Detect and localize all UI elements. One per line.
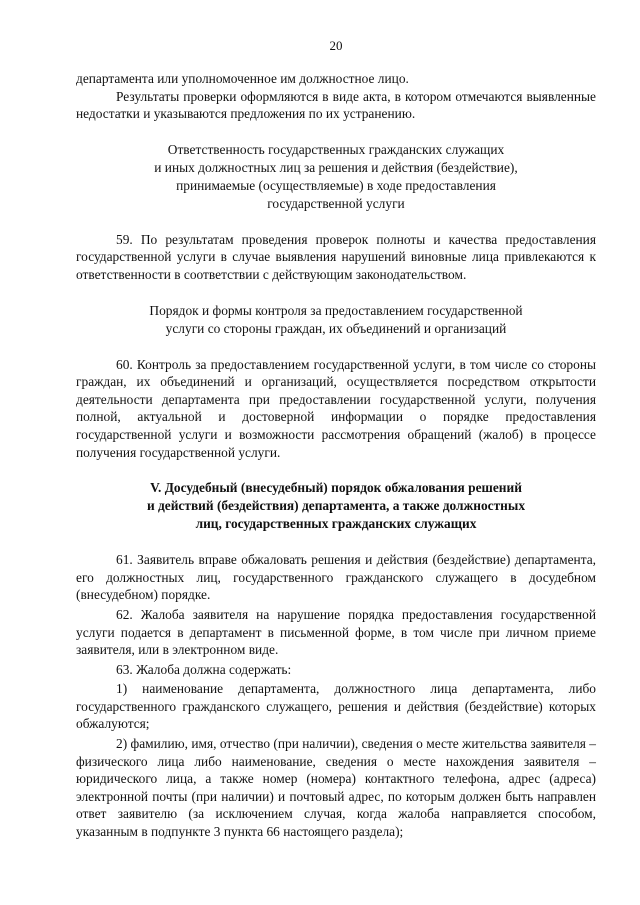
heading-line: Ответственность государственных гражданских служащих (167, 141, 505, 157)
heading-line: государственной услуги (267, 195, 405, 211)
paragraph-60: 60. Контроль за предоставлением государственной услуги, в том числе со стороны граждан, их объединений и организаций, осуществляется посредством открытости деятельности департамента при предоставлении государственной услуги, получения полной, актуальной и достоверной информации о порядке предоставления государственной услуги и возможности рассмотрения обращений (жалоб) в процессе получения государственной услуги. (76, 356, 596, 460)
paragraph-61: 61. Заявитель вправе обжаловать решения и действия (бездействие) департамента, его должностных лиц, государственного гражданского служащего в досудебном (внесудебном) порядке. (76, 552, 596, 603)
paragraph-59: 59. По результатам проведения проверок полноты и качества предоставления государственной услуги в случае выявления нарушений виновные лица привлекаются к ответственности в соответствии с действующим законодательством. (76, 231, 596, 282)
intro-paragraph: Результаты проверки оформляются в виде акта, в котором отмечаются выявленные недостатки и указываются предложения по их устранению. (76, 88, 596, 122)
paragraph-63-item-1: 1) наименование департамента, должностного лица департамента, либо государственного гражданского служащего, решения и действия (бездействие) которых обжалуются; (76, 681, 596, 732)
heading-line: Порядок и формы контроля за предоставлением государственной (149, 302, 523, 318)
page-number: 20 (329, 38, 343, 53)
heading-line: лиц, государственных гражданских служащих (195, 516, 477, 532)
heading-line: и иных должностных лиц за решения и действия (бездействие), (154, 159, 518, 175)
section-heading-responsibility (76, 141, 596, 213)
paragraph-63: 63. Жалоба должна содержать: (116, 661, 292, 677)
heading-line: и действий (бездействия) департамента, а также должностных (146, 498, 526, 514)
section-heading-control (76, 302, 596, 338)
heading-line: принимаемые (осуществляемые) в ходе предоставления (176, 177, 496, 193)
paragraph-62: 62. Жалоба заявителя на нарушение порядка предоставления государственной услуги подается в департамент в письменной форме, в том числе при личном приеме заявителя, или в электронном виде. (76, 606, 596, 658)
paragraph-63-item-2: 2) фамилию, имя, отчество (при наличии), сведения о месте жительства заявителя – физического лица либо наименование, сведения о месте нахождения заявителя – юридического лица, а также номер (номера) контактного телефона, адрес (адреса) электронной почты (при наличии) и почтовый адрес, по которым должен быть направлен ответ заявителю (за исключением случая, когда жалоба направляется способом, указанным в подпункте 3 пункта 66 настоящего раздела); (76, 736, 596, 840)
intro-line: департамента или уполномоченное им должностное лицо. (76, 71, 409, 86)
heading-line: услуги со стороны граждан, их объединений и организаций (165, 320, 507, 336)
section-heading-appeal (76, 479, 596, 533)
heading-line: V. Досудебный (внесудебный) порядок обжалования решений (150, 480, 522, 496)
